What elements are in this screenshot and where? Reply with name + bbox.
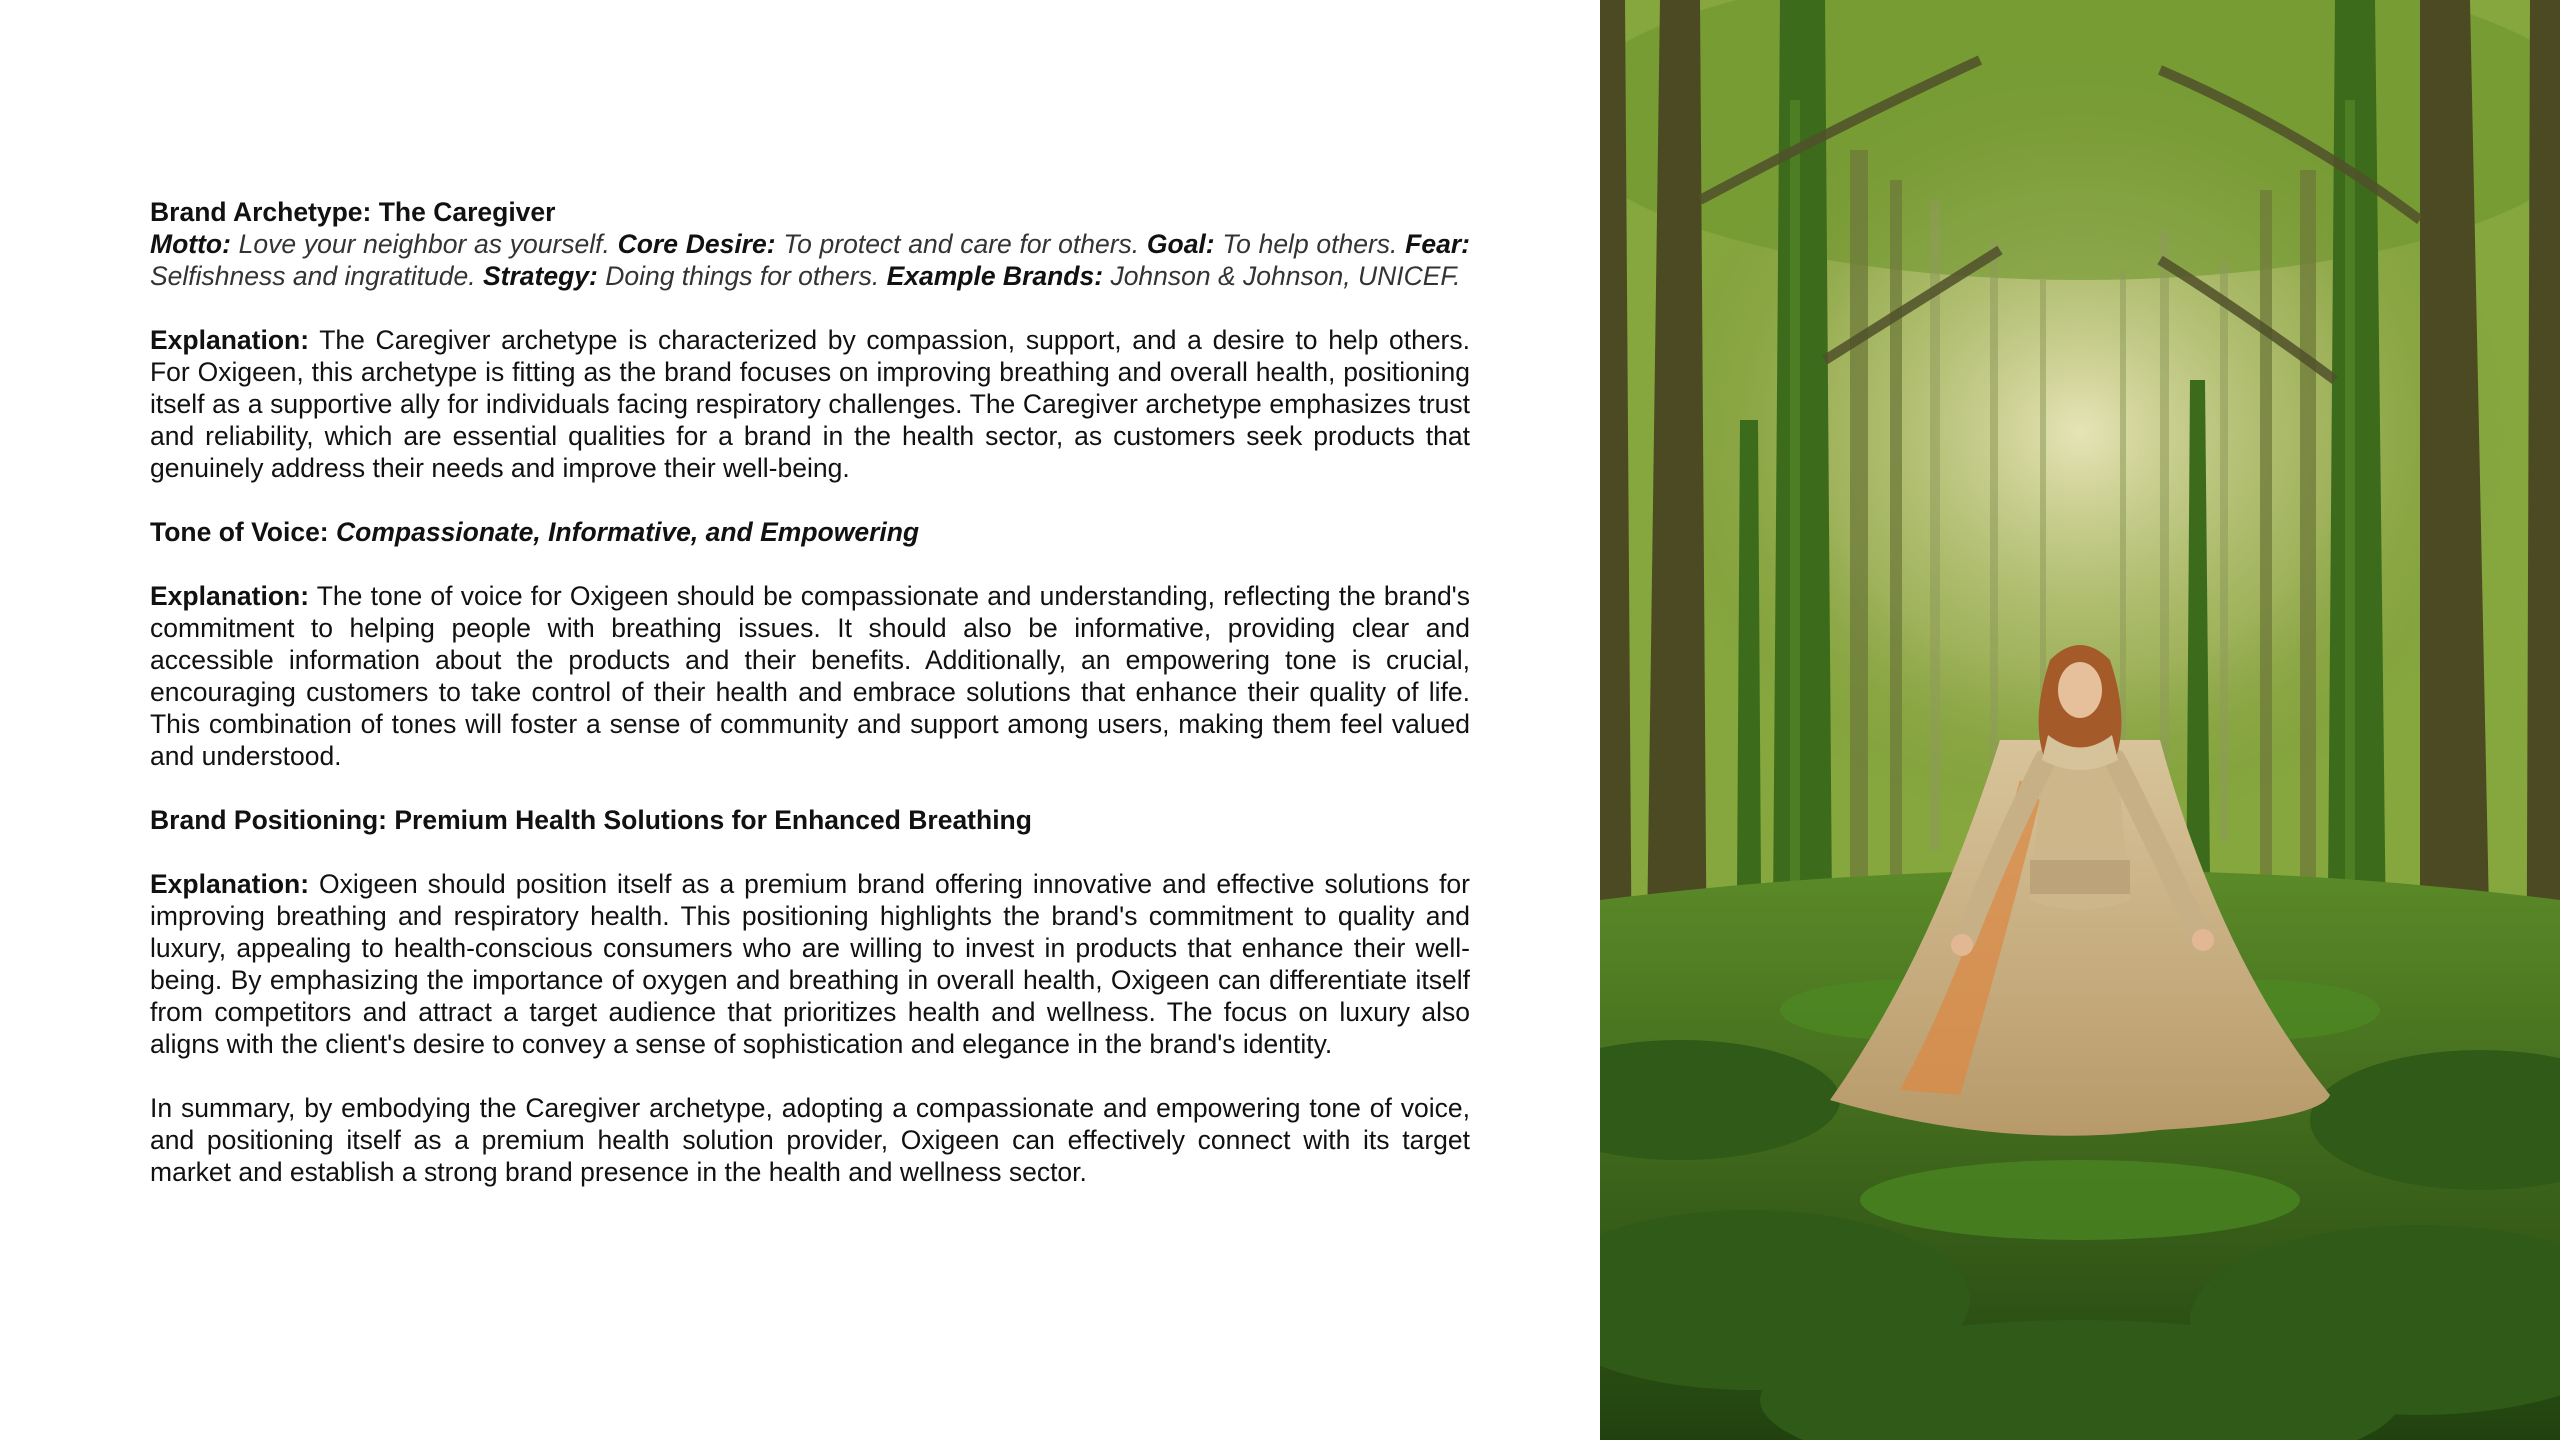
strategy-label: Strategy: [482,261,598,291]
archetype-explanation-text: The Caregiver archetype is characterized by compassion, support, and a desire to help others. For Oxigeen, this archetype is fitting as the brand focuses on improving breathing and overall health, positioning itself as a supportive ally for individuals facing respiratory challenges. The Caregiver archetype emphasizes trust and reliability, which are essential qualities for a brand in the health sector, as customers seek products that genuinely address their needs and improve their well-being. [150,325,1470,483]
positioning-heading: Brand Positioning: Premium Health Solutions for Enhanced Breathing [150,805,1032,835]
archetype-traits [150,228,1470,292]
tone-explanation [150,580,1470,772]
core-desire-text: To protect and care for others. [783,229,1140,259]
tone-explanation-text: The tone of voice for Oxigeen should be compassionate and understanding, reflecting the brand's commitment to helping people with breathing issues. It should also be informative, providing clear and accessible information about the products and their benefits. Additionally, an empowering tone is crucial, encouraging customers to take control of their health and embrace solutions that enhance their quality of life. This combination of tones will foster a sense of community and support among users, making them feel valued and understood. [150,581,1470,771]
example-brands-text: Johnson & Johnson, UNICEF. [1110,261,1461,291]
archetype-explanation [150,324,1470,484]
fear-text: Selfishness and ingratitude. [150,261,476,291]
summary-paragraph: In summary, by embodying the Caregiver archetype, adopting a compassionate and empowering tone of voice, and positioning itself as a premium health solution provider, Oxigeen can effectively connect with its target market and establish a strong brand presence in the health and wellness sector. [150,1093,1470,1187]
archetype-explanation-label: Explanation: [150,325,310,355]
core-desire-label: Core Desire: [617,229,776,259]
goal-label: Goal: [1146,229,1215,259]
tone-heading-value: Compassionate, Informative, and Empowering [336,517,920,547]
motto-text: Love your neighbor as yourself. [238,229,610,259]
tone-explanation-label: Explanation: [150,581,310,611]
example-brands-label: Example Brands: [886,261,1104,291]
text-column [150,196,1470,1188]
archetype-heading: Brand Archetype: The Caregiver [150,197,556,227]
strategy-text: Doing things for others. [605,261,880,291]
fear-label: Fear: [1405,229,1470,259]
forest-woman-illustration [1600,0,2560,1440]
positioning-explanation-label: Explanation: [150,869,310,899]
positioning-explanation [150,868,1470,1060]
tone-heading [150,516,1470,548]
positioning-explanation-text: Oxigeen should position itself as a premium brand offering innovative and effective solutions for improving breathing and respiratory health. This positioning highlights the brand's commitment to quality and luxury, appealing to health-conscious consumers who are willing to invest in products that enhance their well-being. By emphasizing the importance of oxygen and breathing in overall health, Oxigeen can differentiate itself from competitors and attract a target audience that prioritizes health and wellness. The focus on luxury also aligns with the client's desire to convey a sense of sophistication and elegance in the brand's identity. [150,869,1470,1059]
goal-text: To help others. [1222,229,1398,259]
motto-label: Motto: [150,229,231,259]
tone-heading-label: Tone of Voice: [150,517,329,547]
